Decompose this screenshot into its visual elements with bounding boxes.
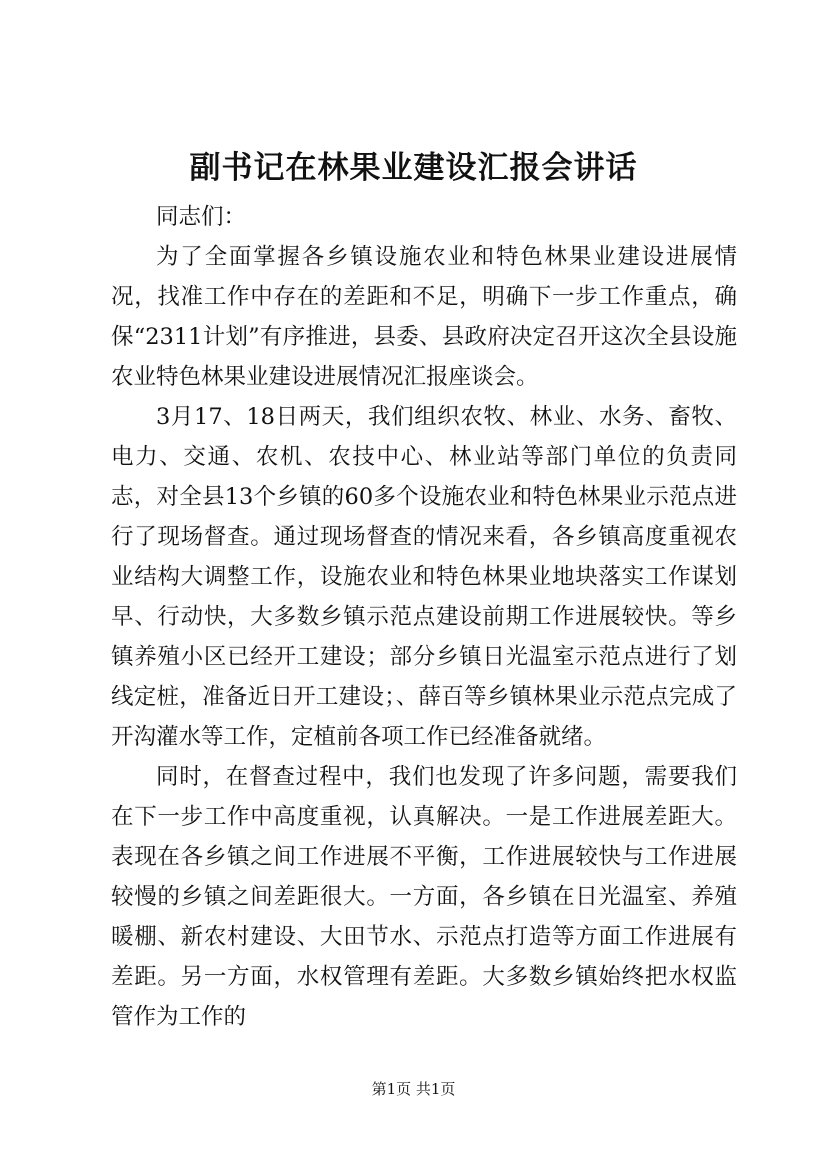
- document-title: 副书记在林果业建设汇报会讲话: [189, 150, 638, 186]
- paragraph-1: 为了全面掌握各乡镇设施农业和特色林果业建设进展情况，找准工作中存在的差距和不足，明确下一步工作重点，确保“2311计划”有序推进，县委、县政府决定召开这次全县设施农业特色林果业建设进展情况汇报座谈会。: [111, 244, 737, 390]
- document-body: [111, 197, 737, 1037]
- page-footer: 第1页 共1页: [371, 1080, 456, 1098]
- paragraph-3: 同时，在督查过程中，我们也发现了许多问题，需要我们在下一步工作中高度重视，认真解决。一是工作进展差距大。表现在各乡镇之间工作进展不平衡，工作进展较快与工作进展较慢的乡镇之间差距很大。一方面，各乡镇在日光温室、养殖暖棚、新农村建设、大田节水、示范点打造等方面工作进展有差距。另一方面，水权管理有差距。大多数乡镇始终把水权监管作为工作的: [111, 764, 737, 1030]
- salutation: 同志们：: [156, 204, 247, 230]
- paragraph-2: 3月17、18日两天，我们组织农牧、林业、水务、畜牧、电力、交通、农机、农技中心、林业站等部门单位的负责同志，对全县13个乡镇的60多个设施农业和特色林果业示范点进行了现场督查。通过现场督查的情况来看，各乡镇高度重视农业结构大调整工作，设施农业和特色林果业地块落实工作谋划早、行动快，大多数乡镇示范点建设前期工作进展较快。等乡镇养殖小区已经开工建设；部分乡镇日光温室示范点进行了划线定桩，准备近日开工建设；、薛百等乡镇林果业示范点完成了开沟灌水等工作，定植前各项工作已经准备就绪。: [111, 404, 737, 750]
